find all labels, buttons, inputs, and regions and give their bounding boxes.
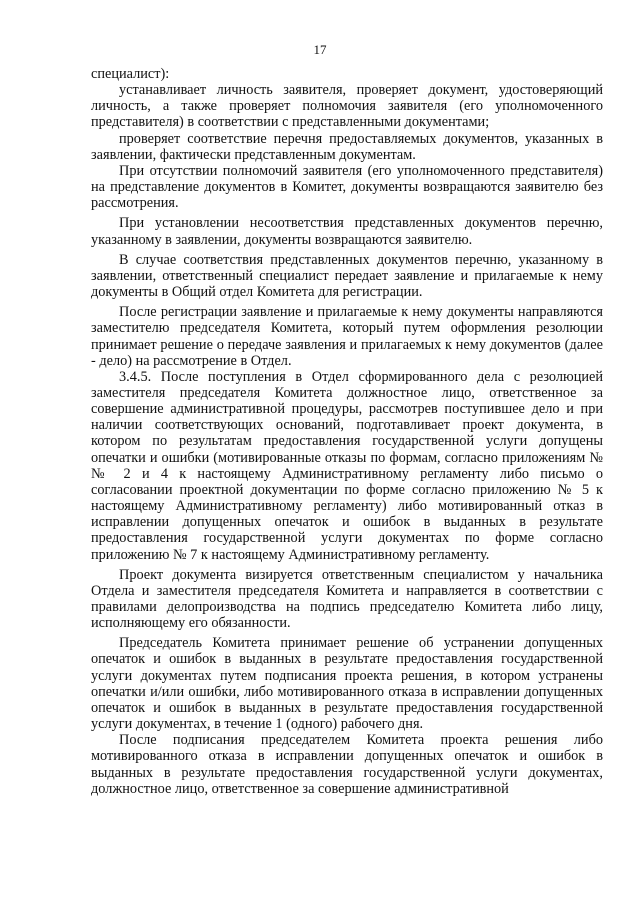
paragraph: В случае соответствия представленных документов перечню, указанному в заявлении, ответственный специалист передает заявление и прилагаемые к нему документы в Общий отдел Комитета для регистрации. bbox=[91, 251, 603, 301]
paragraph: При установлении несоответствия представленных документов перечню, указанному в заявлении, документы возвращаются заявителю. bbox=[91, 215, 603, 248]
paragraph: После подписания председателем Комитета проекта решения либо мотивированного отказа в исправлении допущенных опечаток и ошибок в выданных в результате предоставления государственной услуги документах, должностное лицо, ответственное за совершение административной bbox=[91, 732, 603, 797]
paragraph: проверяет соответствие перечня предоставляемых документов, указанных в заявлении, фактически представленным документам. bbox=[91, 130, 603, 163]
paragraph: Председатель Комитета принимает решение об устранении допущенных опечаток и ошибок в выданных в результате предоставления государственной услуги документах путем подписания проекта решения, в котором устранены опечатки и/или ошибки, либо мотивированного отказа в исправлении допущенных опечаток и ошибок в выданных в результате предоставления государственной услуги документах, в течение 1 (одного) рабочего дня. bbox=[91, 635, 603, 733]
paragraph: специалист): bbox=[91, 66, 170, 82]
paragraph: При отсутствии полномочий заявителя (его уполномоченного представителя) на представление документов в Комитет, документы возвращаются заявителю без рассмотрения. bbox=[91, 162, 603, 212]
paragraph: 3.4.5. После поступления в Отдел сформированного дела с резолюцией заместителя председателя Комитета должностное лицо, ответственное за совершение административной процедуры, рассмотрев поступившее дело и при наличии соответствующих оснований, подготавливает проект документа, в котором по результатам предоставления государственной услуги допущены опечатки и ошибки (мотивированные отказы по формам, согласно приложениям №№ 2 и 4 к настоящему Административному регламенту либо письмо о согласовании проектной документации по форме согласно приложению № 5 к настоящему Административному регламенту) либо мотивированный отказ в исправлении допущенных опечаток и ошибок в выданных в результате предоставления государственной услуги документах по форме согласно приложению № 7 к настоящему Административному регламенту. bbox=[91, 368, 603, 563]
paragraph: устанавливает личность заявителя, проверяет документ, удостоверяющий личность, а также проверяет полномочия заявителя (его уполномоченного представителя) в соответствии с представленными документами; bbox=[91, 82, 603, 131]
page-number: 17 bbox=[313, 42, 327, 57]
body-text bbox=[91, 66, 603, 797]
paragraph: После регистрации заявление и прилагаемые к нему документы направляются заместителю председателя Комитета, который путем оформления резолюции принимает решение о передаче заявления и прилагаемых к нему документов (далее - дело) на рассмотрение в Отдел. bbox=[91, 304, 603, 369]
paragraph: Проект документа визируется ответственным специалистом у начальника Отдела и заместителя председателя Комитета и направляется в соответствии с правилами делопроизводства на подпись председателю Комитета либо лицу, исполняющему его обязанности. bbox=[91, 566, 603, 632]
